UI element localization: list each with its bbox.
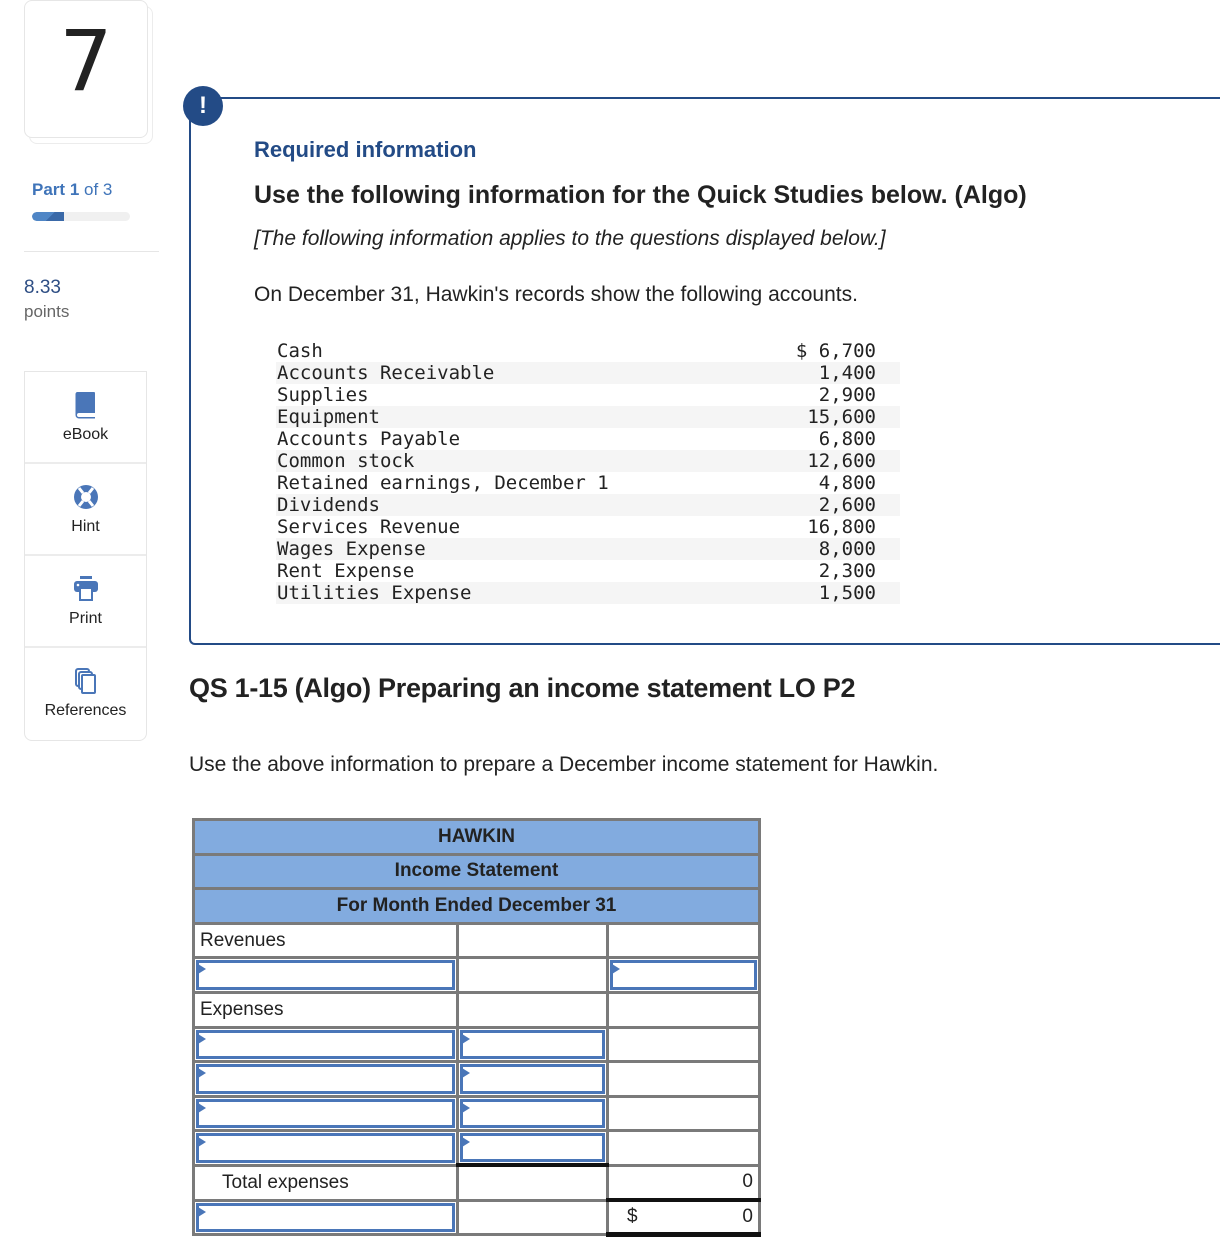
part-prefix: Part	[32, 180, 66, 199]
question-title: QS 1-15 (Algo) Preparing an income statement LO P2	[189, 673, 856, 703]
net-income-label-input[interactable]	[196, 1203, 455, 1233]
account-name: Dividends	[277, 494, 380, 516]
account-row	[276, 406, 900, 428]
account-name: Services Revenue	[277, 516, 461, 538]
print-button[interactable]	[25, 556, 146, 648]
hint-label: Hint	[71, 518, 100, 535]
period-header: For Month Ended December 31	[194, 889, 760, 924]
required-info-heading: Use the following information for the Quick Studies below. (Algo)	[254, 181, 1027, 209]
tools-panel	[24, 371, 147, 741]
sidebar-divider	[24, 251, 159, 252]
revenue-total-cell	[608, 958, 760, 993]
expense-account-input-1[interactable]	[196, 1030, 455, 1060]
expense-amount-cell	[458, 1096, 608, 1131]
account-row	[276, 362, 900, 384]
expense-input-row	[194, 1096, 760, 1131]
points-value: 8.33	[24, 277, 61, 298]
account-row	[276, 428, 900, 450]
empty-cell	[458, 992, 608, 1027]
printer-icon	[71, 574, 101, 604]
empty-cell	[458, 958, 608, 993]
expense-account-cell	[194, 1027, 458, 1062]
account-amount: 16,800	[807, 516, 876, 538]
question-instructions: Use the above information to prepare a December income statement for Hawkin.	[189, 753, 939, 776]
account-row	[276, 538, 900, 560]
account-name: Wages Expense	[277, 538, 426, 560]
account-name: Rent Expense	[277, 560, 415, 582]
account-amount: 4,800	[818, 472, 876, 494]
expense-account-cell	[194, 1096, 458, 1131]
account-name: Cash	[277, 340, 323, 362]
expense-input-row	[194, 1131, 760, 1166]
empty-cell	[608, 992, 760, 1027]
points-label: points	[24, 302, 70, 321]
expense-account-cell	[194, 1062, 458, 1097]
currency-symbol: $	[627, 1206, 638, 1228]
expenses-label: Expenses	[194, 992, 458, 1027]
expense-amount-input-1[interactable]	[460, 1030, 605, 1060]
accounts-list	[276, 340, 900, 604]
expense-amount-cell	[458, 1027, 608, 1062]
hint-button[interactable]	[25, 464, 146, 556]
account-amount: 8,000	[818, 538, 876, 560]
account-row	[276, 582, 900, 604]
net-income-value-cell	[608, 1200, 760, 1235]
account-row	[276, 560, 900, 582]
total-expenses-value: 0	[608, 1165, 760, 1200]
empty-cell	[608, 923, 760, 958]
part-progress-fill	[32, 212, 64, 221]
account-name: Accounts Receivable	[277, 362, 495, 384]
account-name: Accounts Payable	[277, 428, 461, 450]
empty-cell	[608, 1027, 760, 1062]
revenues-label: Revenues	[194, 923, 458, 958]
account-row	[276, 384, 900, 406]
alert-icon: !	[183, 86, 223, 126]
part-current: 1	[69, 180, 80, 199]
ebook-button[interactable]	[25, 372, 146, 464]
account-amount: 1,500	[818, 582, 876, 604]
net-income-label-cell	[194, 1200, 458, 1235]
net-income-value: 0	[742, 1206, 753, 1228]
total-expenses-label: Total expenses	[194, 1165, 458, 1200]
part-of-total: of 3	[84, 180, 113, 199]
expenses-label-row	[194, 992, 760, 1027]
account-name: Common stock	[277, 450, 415, 472]
lifebuoy-icon	[71, 482, 101, 512]
expense-account-cell	[194, 1131, 458, 1166]
account-amount: 2,600	[818, 494, 876, 516]
expense-input-row	[194, 1062, 760, 1097]
required-info-subtitle: [The following information applies to the questions displayed below.]	[254, 227, 886, 250]
empty-cell	[608, 1131, 760, 1166]
expense-input-row	[194, 1027, 760, 1062]
empty-cell	[458, 923, 608, 958]
required-info-intro: On December 31, Hawkin's records show the following accounts.	[254, 283, 858, 306]
expense-amount-cell	[458, 1131, 608, 1166]
expense-account-input-3[interactable]	[196, 1099, 455, 1129]
company-name-header: HAWKIN	[194, 820, 760, 855]
copy-documents-icon	[71, 666, 101, 696]
account-amount: 2,900	[818, 384, 876, 406]
revenue-total-input[interactable]	[610, 960, 757, 990]
account-amount: 12,600	[807, 450, 876, 472]
empty-cell	[458, 1165, 608, 1200]
question-number: 7	[59, 12, 113, 110]
expense-amount-cell	[458, 1062, 608, 1097]
revenues-label-row	[194, 923, 760, 958]
account-row	[276, 450, 900, 472]
account-name: Equipment	[277, 406, 380, 428]
account-amount: 2,300	[818, 560, 876, 582]
account-name: Utilities Expense	[277, 582, 472, 604]
expense-account-input-4[interactable]	[196, 1133, 455, 1163]
ebook-label: eBook	[62, 426, 109, 443]
expense-amount-input-4[interactable]	[460, 1133, 605, 1162]
expense-amount-input-2[interactable]	[460, 1064, 605, 1094]
account-row	[276, 494, 900, 516]
print-label: Print	[69, 610, 102, 627]
question-number-card	[24, 0, 148, 138]
references-label: References	[44, 702, 127, 719]
account-row	[276, 340, 900, 362]
account-amount: 1,400	[818, 362, 876, 384]
net-income-row	[194, 1200, 760, 1235]
expense-account-input-2[interactable]	[196, 1064, 455, 1094]
account-row	[276, 516, 900, 538]
part-progress-bar	[32, 212, 130, 221]
empty-cell	[458, 1200, 608, 1235]
account-amount: 6,800	[818, 428, 876, 450]
required-info-title: Required information	[254, 137, 477, 162]
statement-title-header: Income Statement	[194, 854, 760, 889]
revenue-account-input[interactable]	[196, 960, 455, 990]
empty-cell	[608, 1062, 760, 1097]
references-button[interactable]	[25, 648, 146, 740]
account-row	[276, 472, 900, 494]
part-indicator	[32, 180, 112, 200]
account-name: Retained earnings, December 1	[277, 472, 609, 494]
account-name: Supplies	[277, 384, 369, 406]
account-amount: $ 6,700	[795, 340, 876, 362]
account-amount: 15,600	[807, 406, 876, 428]
empty-cell	[608, 1096, 760, 1131]
revenue-input-row	[194, 958, 760, 993]
book-icon	[71, 390, 101, 420]
total-expenses-row	[194, 1165, 760, 1200]
income-statement-table	[192, 818, 761, 1237]
expense-amount-input-3[interactable]	[460, 1099, 605, 1129]
revenue-account-cell	[194, 958, 458, 993]
